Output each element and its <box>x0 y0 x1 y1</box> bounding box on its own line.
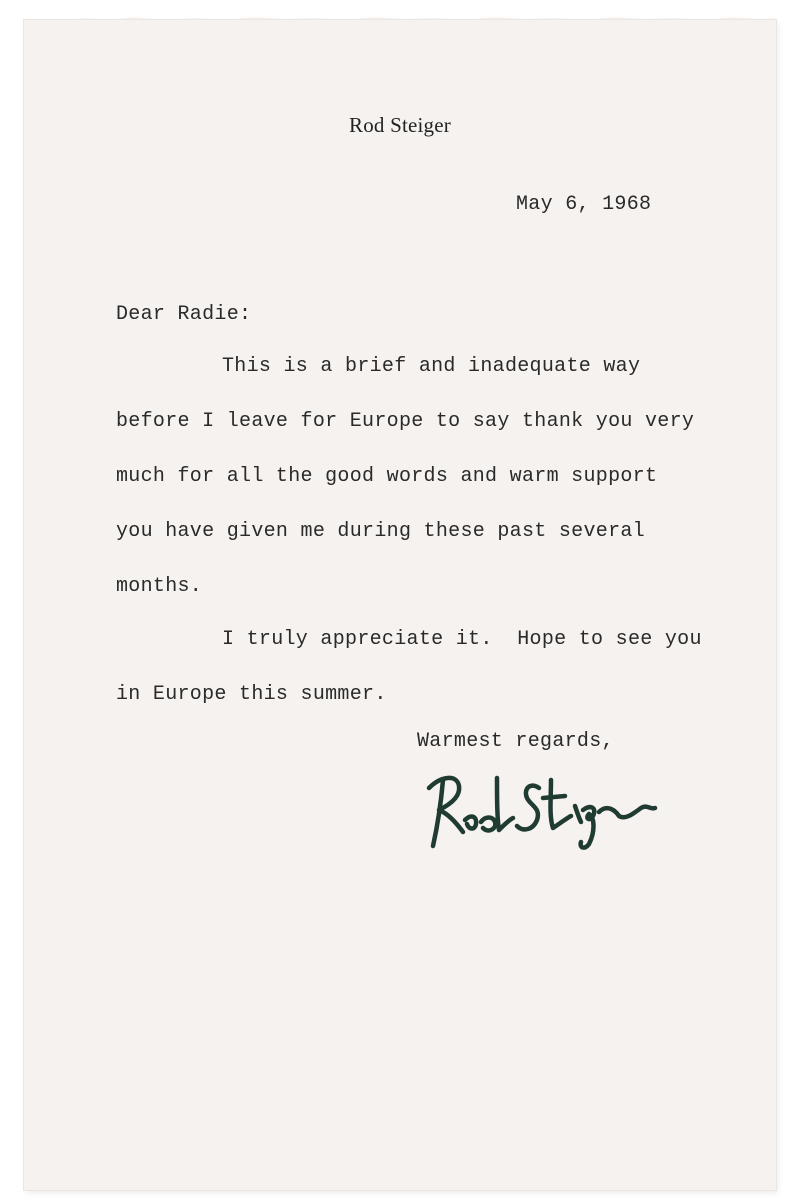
body-line: months. <box>116 575 203 598</box>
body-line: I truly appreciate it. Hope to see you <box>222 628 702 651</box>
body-line: This is a brief and inadequate way <box>222 355 641 378</box>
body-line: before I leave for Europe to say thank you very <box>116 410 695 433</box>
salutation: Dear Radie: <box>116 303 252 326</box>
closing: Warmest regards, <box>417 730 614 753</box>
body-line: you have given me during these past several <box>116 520 645 543</box>
letterhead-name: Rod Steiger <box>349 113 451 137</box>
body-line: much for all the good words and warm support <box>116 465 658 488</box>
body-line: in Europe this summer. <box>116 683 387 706</box>
letter-date: May 6, 1968 <box>516 193 652 216</box>
letter-paper <box>24 20 776 1190</box>
handwritten-signature <box>419 758 659 858</box>
